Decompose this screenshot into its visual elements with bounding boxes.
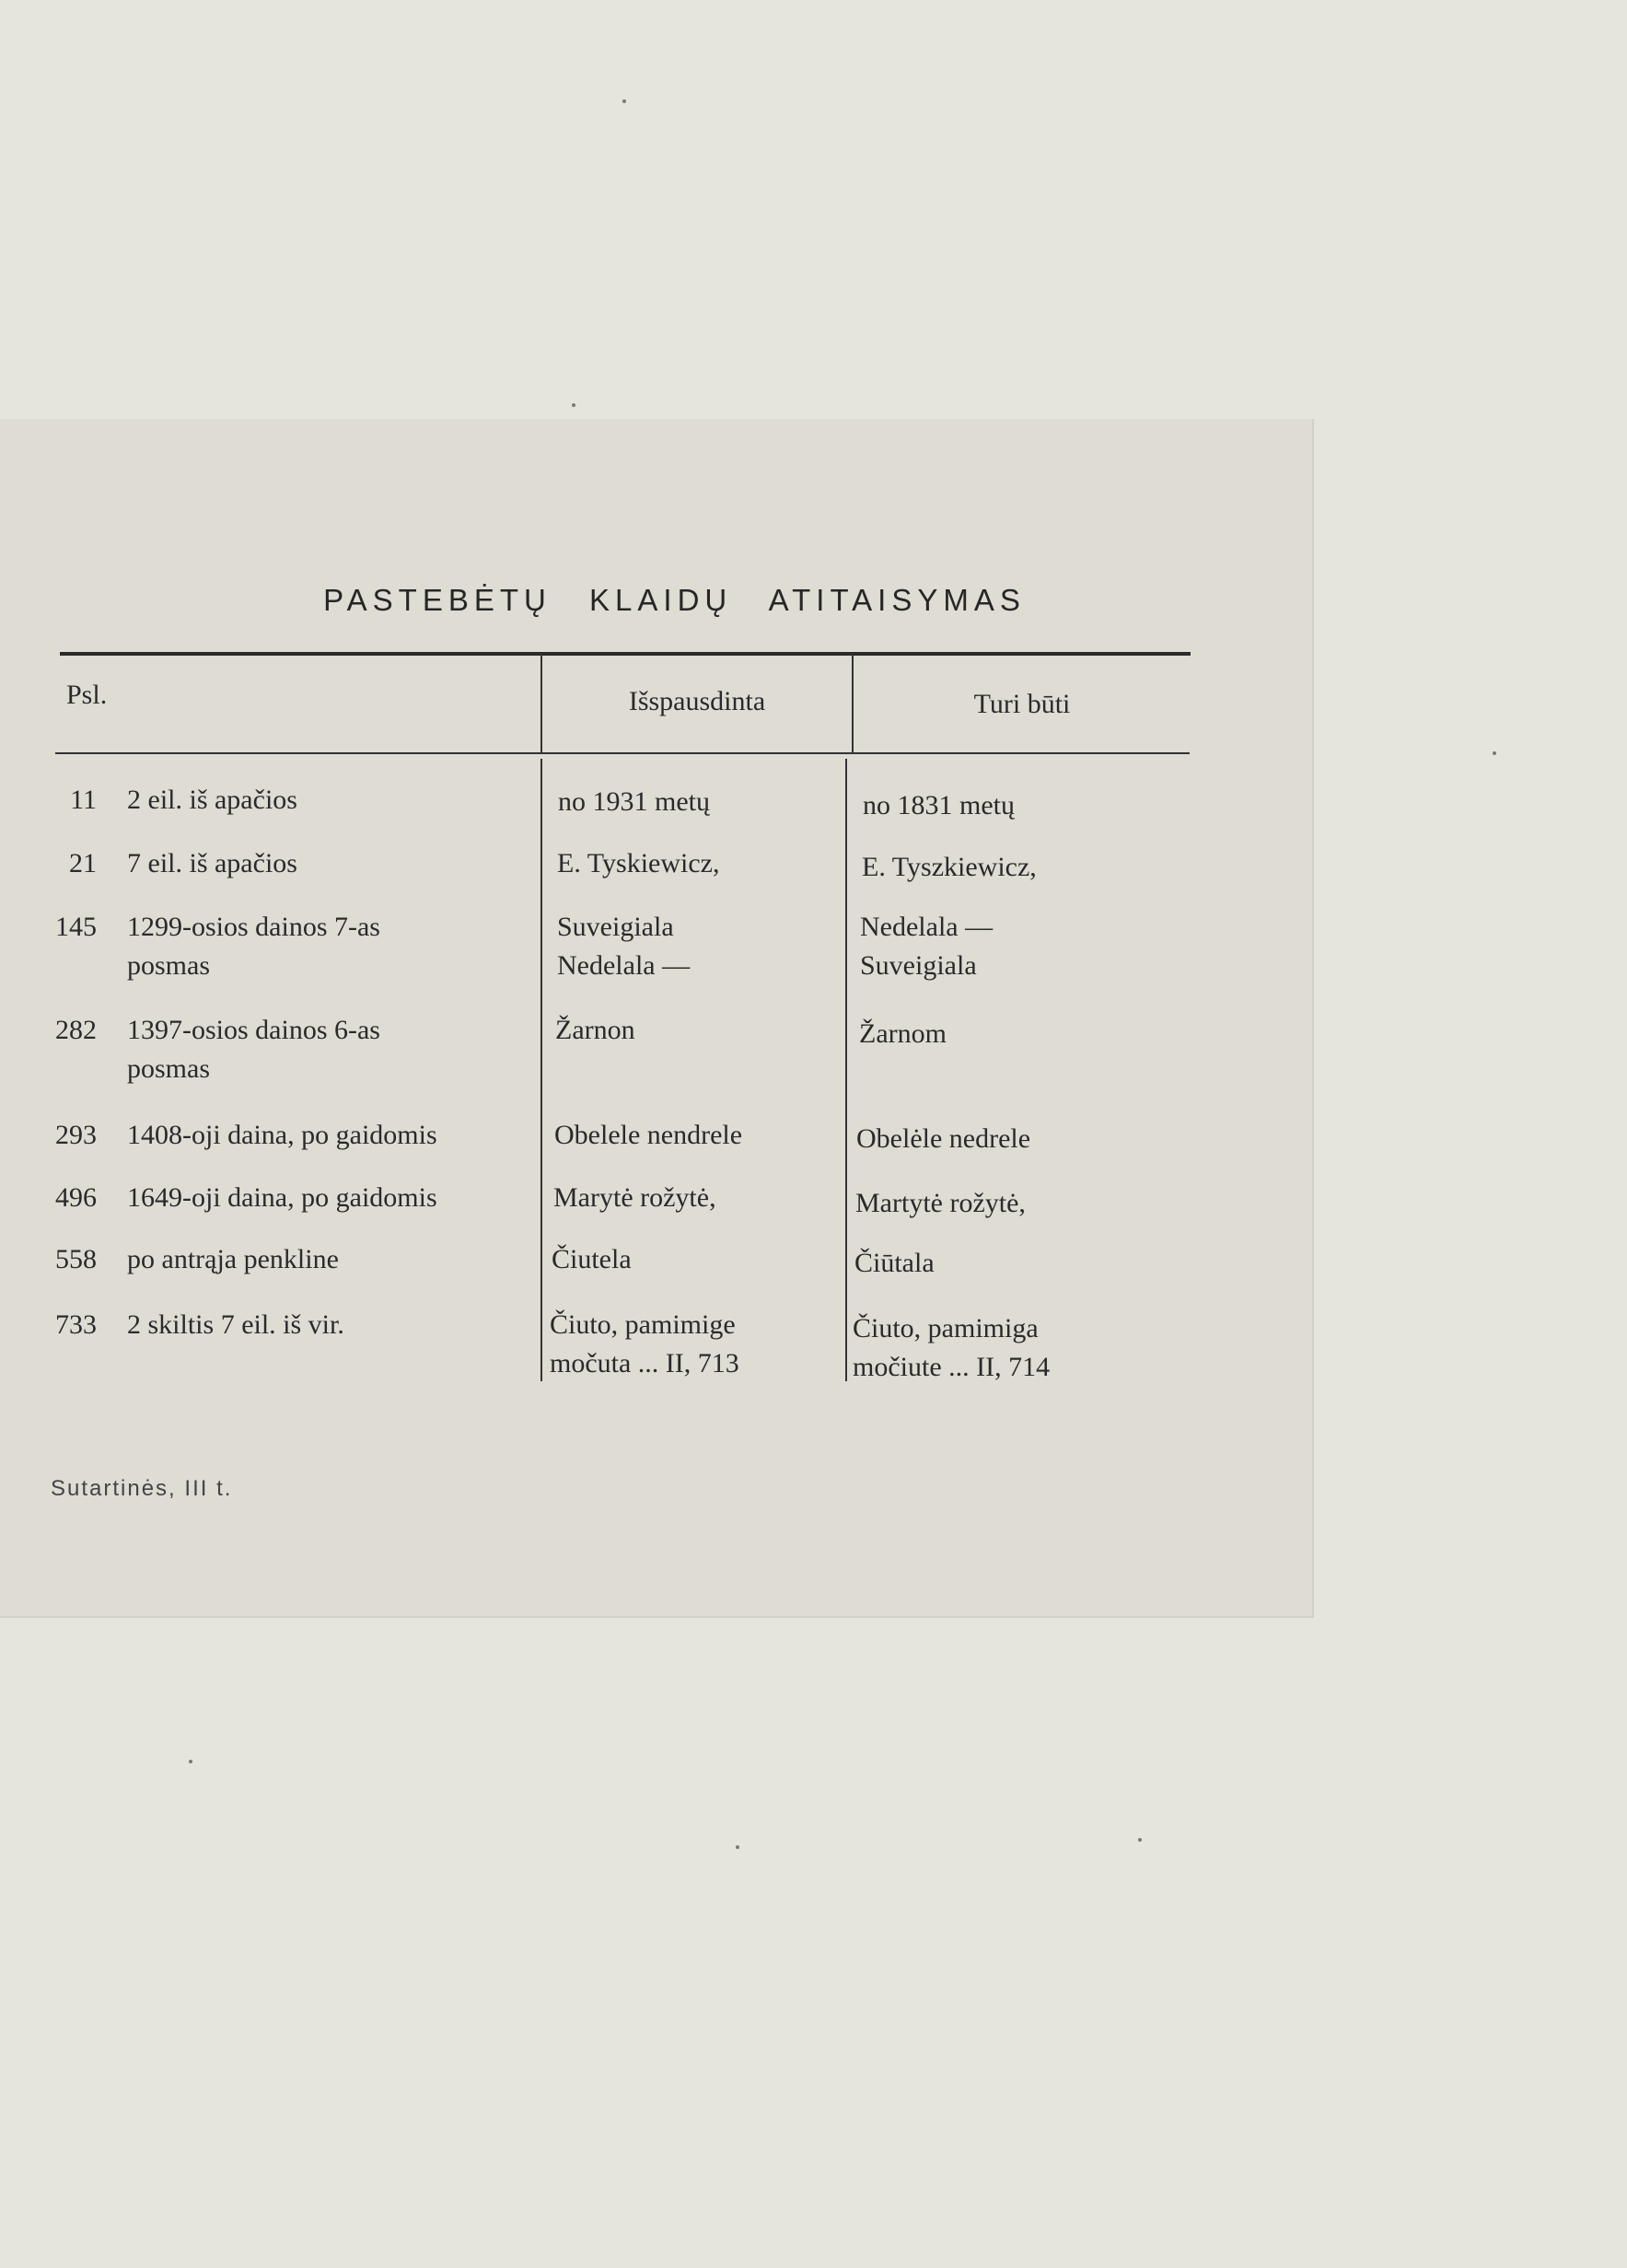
row-location: 2 skiltis 7 eil. iš vir. bbox=[127, 1309, 344, 1340]
row-correct-text: no 1831 metų bbox=[863, 790, 1015, 820]
row-page-number: 733 bbox=[55, 1309, 97, 1340]
row-page-number: 11 bbox=[70, 785, 97, 815]
row-printed-text: Marytė rožytė, bbox=[553, 1182, 716, 1213]
row-printed-text: Čiuto, pamimige bbox=[550, 1309, 736, 1340]
row-printed-text: Suveigiala bbox=[557, 912, 674, 942]
row-page-number: 293 bbox=[55, 1120, 97, 1150]
row-correct-text: Nedelala — bbox=[860, 912, 994, 942]
row-location: 1408-oji daina, po gaidomis bbox=[127, 1120, 437, 1150]
row-location: 1649-oji daina, po gaidomis bbox=[127, 1182, 437, 1213]
row-location: 1299-osios dainos 7-as bbox=[127, 912, 380, 942]
row-location: po antrąja penkline bbox=[127, 1244, 339, 1274]
row-correct-text: Obelėle nedrele bbox=[856, 1123, 1031, 1154]
row-correct-text: Čiuto, pamimiga bbox=[853, 1313, 1039, 1343]
row-location: 1397-osios dainos 6-as bbox=[127, 1015, 380, 1045]
page-title: PASTEBĖTŲ KLAIDŲ ATITAISYMAS bbox=[323, 583, 1026, 617]
row-correct-text: Žarnom bbox=[859, 1018, 947, 1049]
column-divider bbox=[845, 759, 847, 1381]
row-printed-text: Obelele nendrele bbox=[554, 1120, 743, 1150]
paper-speck bbox=[736, 1845, 739, 1849]
footer-note: Sutartinės, III t. bbox=[51, 1476, 233, 1501]
column-header-printed: Išspausdinta bbox=[628, 686, 766, 716]
row-correct-text: Čiūtala bbox=[854, 1248, 935, 1278]
row-page-number: 145 bbox=[55, 912, 97, 942]
row-correct-text: Suveigiala bbox=[860, 950, 977, 981]
row-location: posmas bbox=[127, 950, 210, 981]
table-top-rule bbox=[60, 652, 1191, 656]
table-header-rule bbox=[55, 752, 1190, 754]
paper-speck bbox=[1493, 751, 1496, 755]
column-header-page: Psl. bbox=[66, 680, 108, 710]
paper-speck bbox=[189, 1760, 192, 1763]
row-page-number: 282 bbox=[55, 1015, 97, 1045]
row-printed-text: močuta ... II, 713 bbox=[550, 1348, 739, 1378]
row-correct-text: močiute ... II, 714 bbox=[853, 1352, 1051, 1382]
paper-speck bbox=[1138, 1838, 1142, 1842]
row-printed-text: Čiutela bbox=[552, 1244, 632, 1274]
row-printed-text: Žarnon bbox=[555, 1015, 635, 1045]
row-page-number: 558 bbox=[55, 1244, 97, 1274]
paper-speck bbox=[622, 99, 626, 103]
row-location: 7 eil. iš apačios bbox=[127, 848, 297, 878]
paper-speck bbox=[572, 403, 575, 407]
row-printed-text: Nedelala — bbox=[557, 950, 691, 981]
row-page-number: 21 bbox=[69, 848, 97, 878]
row-printed-text: no 1931 metų bbox=[558, 786, 710, 817]
column-header-correct: Turi būti bbox=[973, 689, 1071, 719]
column-divider bbox=[852, 654, 854, 752]
row-correct-text: E. Tyszkiewicz, bbox=[862, 852, 1037, 882]
row-page-number: 496 bbox=[55, 1182, 97, 1213]
row-location: 2 eil. iš apačios bbox=[127, 785, 297, 815]
column-divider bbox=[540, 654, 542, 752]
column-divider bbox=[540, 759, 542, 1381]
row-location: posmas bbox=[127, 1053, 210, 1084]
row-correct-text: Martytė rožytė, bbox=[855, 1188, 1026, 1218]
row-printed-text: E. Tyskiewicz, bbox=[557, 848, 720, 878]
